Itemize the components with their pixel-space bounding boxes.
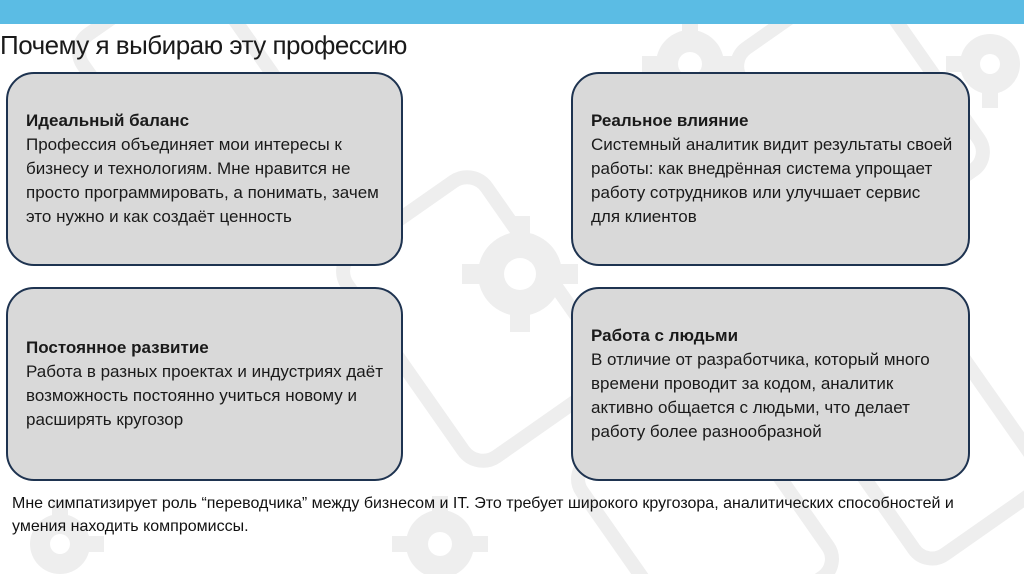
header-bar: [0, 0, 1024, 24]
card-title: Работа с людьми: [591, 326, 739, 345]
slide-title: Почему я выбираю эту профессию: [0, 30, 407, 60]
conclusion-text: Мне симпатизирует роль “переводчика” между бизнесом и IT. Это требует широкого кругозора, аналитических способностей и умения находить компромиссы.: [12, 495, 954, 535]
card-title: Постоянное развитие: [26, 338, 209, 357]
gear-icon: [462, 216, 578, 332]
card-title: Реальное влияние: [591, 111, 749, 130]
card-constant-growth: [6, 287, 403, 481]
card-text: В отличие от разработчика, который много времени проводит за кодом, аналитик активно общается с людьми, что делает работу более разнообразной: [591, 350, 930, 441]
card-title: Идеальный баланс: [26, 111, 190, 130]
card-text: Профессия объединяет мои интересы к бизнесу и технологиям. Мне нравится не просто программировать, а понимать, зачем это нужно и как создаёт ценность: [26, 135, 379, 226]
card-real-impact: [571, 72, 970, 266]
card-ideal-balance: [6, 72, 403, 266]
card-text: Работа в разных проектах и индустриях даёт возможность постоянно учиться новому и расширять кругозор: [26, 362, 383, 429]
card-text: Системный аналитик видит результаты своей работы: как внедрённая система упрощает работу сотрудников или улучшает сервис для клиентов: [591, 135, 953, 226]
card-work-with-people: [571, 287, 970, 481]
